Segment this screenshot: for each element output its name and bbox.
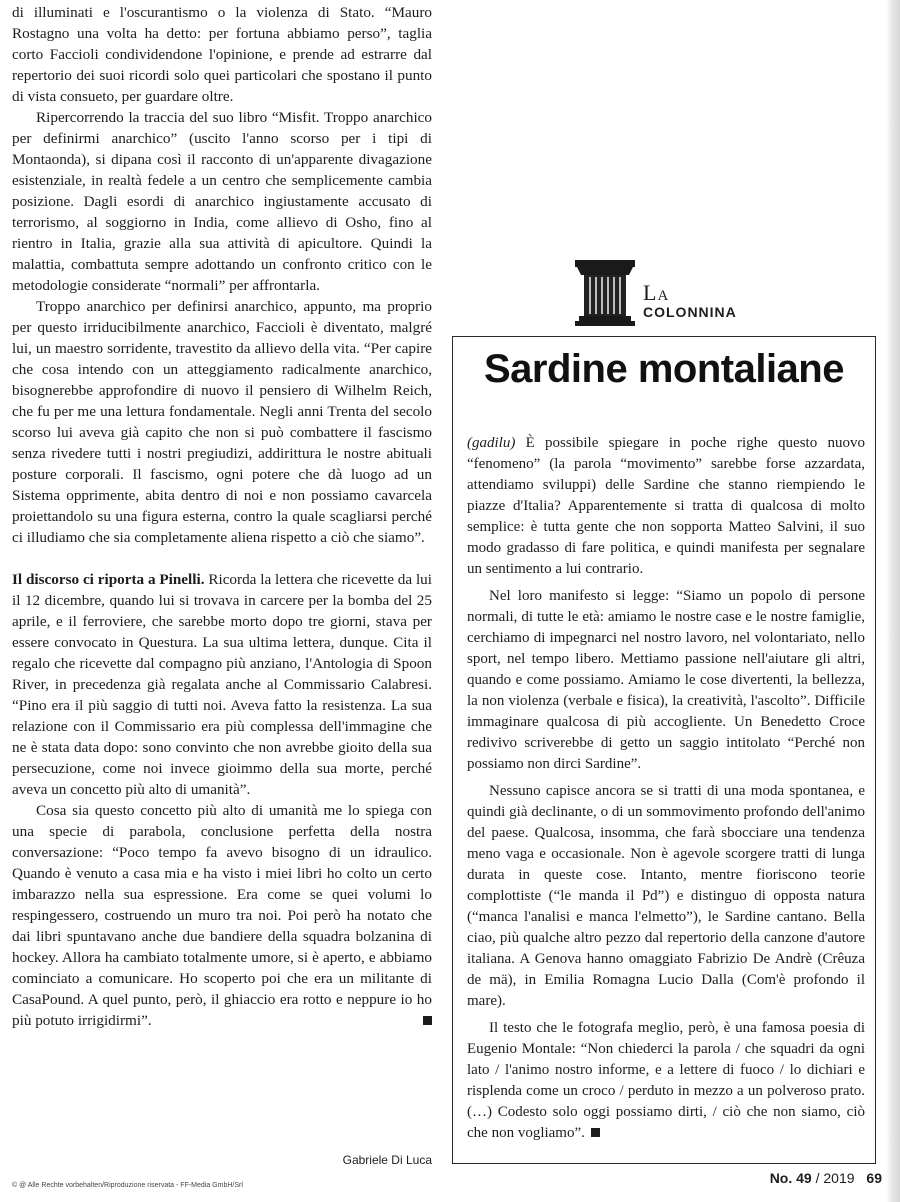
article-section-paragraph: [12, 569, 432, 800]
issue-number: No. 49: [769, 1170, 812, 1186]
rubric-word-colonnina: COLONNINA: [643, 304, 737, 320]
greek-column-icon: [575, 260, 635, 326]
column-paragraph-2: Nel loro manifesto si legge: “Siamo un popolo di persone normali, di tutte le età: amiamo le nostre case e le nostre famiglie, cerchiamo di impegnarci nel nostro lavoro, nel volontariato, nello sport, nel tempo libero. Mettiamo passione nell'aiutare gli altri, quando e come possiamo. Amiamo le cose divertenti, la bellezza, la non violenza (verbale e fisica), la creatività, l'ascolto”. Difficile immaginare qualcosa di più accogliente. Un Benedetto Croce redivivo scriverebbe di getto un saggio intitolato “Perché non possiamo non dirci Sardine”.: [467, 588, 865, 772]
article-paragraph-1: di illuminati e l'oscurantismo o la violenza di Stato. “Mauro Rostagno una volta ha detto: per fortuna abbiamo perso”, taglia corto Faccioli condividendone l'opinione, e prende ad estrarre dal repertorio dei suoi ricordi solo quei particolari che spostano il punto di vista consueto, per guardare oltre.: [12, 4, 432, 105]
article-column: [12, 2, 432, 1167]
rubric-word-la: La: [643, 280, 670, 305]
byline: Gabriele Di Luca: [342, 1153, 432, 1167]
author-initials: (gadilu): [467, 435, 516, 451]
closing-text: Cosa sia questo concetto più alto di umanità me lo spiega con una specie di parabola, conclusione perfetta della nostra conversazione: “Poco tempo fa avevo bisogno di un idraulico. Quando è venuto a casa mia e ha visto i miei libri ho colto un certo imbarazzo nella sua espressione. Era come se quei volumi lo respingessero, costruendo un muro tra noi. Poi però ha notato che dai libri spuntavano anche due bandiere della squadra bolzanina di hockey. Allora ha cambiato totalmente umore, si è aperto, e abbiamo cominciato a comunicare. Ho scoperto poi che era un militante di CasaPound. A quel punto, però, il ghiaccio era rotto e neppure io ho più potuto irrigidirmi”.: [12, 802, 432, 1029]
column-paragraph-4: [467, 1018, 865, 1144]
column-paragraph-4-text: Il testo che le fotografa meglio, però, è una famosa poesia di Eugenio Montale: “Non chiederci la parola / che squadri da ogni lato / l'animo nostro informe, e a lettere di fuoco / lo dichiari e risplenda come un croco / perduto in mezzo a un polveroso prato. (…) Codesto solo oggi possiamo dirti, / ciò che non siamo, ciò che non vogliamo”.: [467, 1020, 865, 1141]
column-rubric: [575, 260, 875, 330]
section-text: Ricorda la lettera che ricevette da lui il 12 dicembre, quando lui si trovava in carcere per la bomba del 25 aprile, e il ferroviere, che sarebbe morto dopo tre giorni, stava per essere convocato in Questura. La sua ultima lettera, dunque. Cita il regalo che ricevette dal compagno più anziano, l'Antologia di Spoon River, in precedenza già regalata anche al Commissario Calabresi. “Pino era il più saggio di tutti noi. Aveva fatto la resistenza. La sua relazione con il Commissario era più complessa dell'immagine che ne è stata data dopo: sono convinto che non avrebbe gioito della sua persecuzione, come noi invece gioimmo della sua morte, perché aveva un concetto più alto di umanità”.: [12, 571, 432, 798]
article-closing-paragraph: [12, 800, 432, 1031]
column-title: Sardine montaliane: [484, 347, 844, 391]
issue-year: / 2019: [815, 1170, 855, 1186]
copyright-notice: © @ Alle Rechte vorbehalten/Riproduzione riservata - FF-Media GmbH/Srl: [12, 1182, 243, 1189]
end-square-icon: [591, 1128, 600, 1137]
column-paragraph-1-text: È possibile spiegare in poche righe questo nuovo “fenomeno” (la parola “movimento” sarebbe forse azzardata, attendiamo sviluppi) delle Sardine che stanno riempiendo le piazze d'Italia? Apparentemente si tratta di qualcosa di molto semplice: è tutta gente che non sopporta Matteo Salvini, il suo modo gradasso di fare politica, e quindi manifesta per segnalare un sentimento a lui contrario.: [467, 435, 866, 577]
section-lead: Il discorso ci riporta a Pinelli.: [12, 571, 205, 588]
page-number: 69: [866, 1170, 882, 1186]
column-paragraph-3: Nessuno capisce ancora se si tratti di una moda spontanea, e quindi già declinante, o di un sommovimento profondo dell'animo del paese. Qualcosa, insomma, che farà sbocciare una tendenza meno vaga e occasionale. Non è agevole scorgere tratti di lunga durata in queste cose. Intanto, mentre fioriscono teorie complottiste (“le manda il Pd”) e distinguo di opposta natura (“manca l'analisi e manca l'elmetto”), le Sardine cantano. Bella ciao, più qualche altro pezzo dal repertorio della canzone d'autore italiana. A Genova hanno omaggiato Fabrizio De Andrè (Crêuza de mä), in Emilia Romagna Lucio Dalla (Com'è profondo il mare).: [467, 783, 865, 1009]
issue-info: [770, 1170, 882, 1186]
end-square-icon: [423, 1016, 432, 1025]
article-paragraph-2: Ripercorrendo la traccia del suo libro “Misfit. Troppo anarchico per definirmi anarchico” (uscito l'anno scorso per i tipi di Montaonda), si dipana così il racconto di un'apparente divagazione esistenziale, in realtà fedele a un centro che semplicemente cambia posizione. Dagli esordi di anarchico ingiustamente accusato di terrorismo, al soggiorno in India, come allievo di Osho, fino al rientro in Italia, grazie alla sua attività di apicultore. Quindi la malattia, combattuta sempre adottando un confronto critico con le metodologie considerate “normali” per affrontarla.: [12, 109, 432, 294]
page-edge-shadow: [886, 0, 900, 1202]
column-body: [467, 433, 865, 1144]
column-box: [452, 336, 876, 1164]
article-paragraph-3: Troppo anarchico per definirsi anarchico, appunto, ma proprio per questo irriducibilmente anarchico, Faccioli è diventato, malgré lui, un maestro sorridente, travestito da allievo della vita. “Per capire che cosa intendo con un atteggiamento radicalmente anarchico, bisognerebbe approfondire di nuovo il pensiero di Wilhelm Reich, che fu per me una lettura fondamentale. Negli anni Trenta del secolo scorso lui aveva già capito che non si può combattere il fascismo senza rivedere tutti i nostri pregiudizi, addirittura le nostre abituali posture corporali. Il fascismo, ogni potere che dà luogo ad un Sistema opprimente, abita dentro di noi e non possiamo cavarcela proiettandolo su una figura esterna, contro la quale scagliarsi perché ci illudiamo che sia completamente aliena rispetto a ciò che siamo”.: [12, 298, 432, 546]
column-paragraph-1: [467, 433, 865, 580]
